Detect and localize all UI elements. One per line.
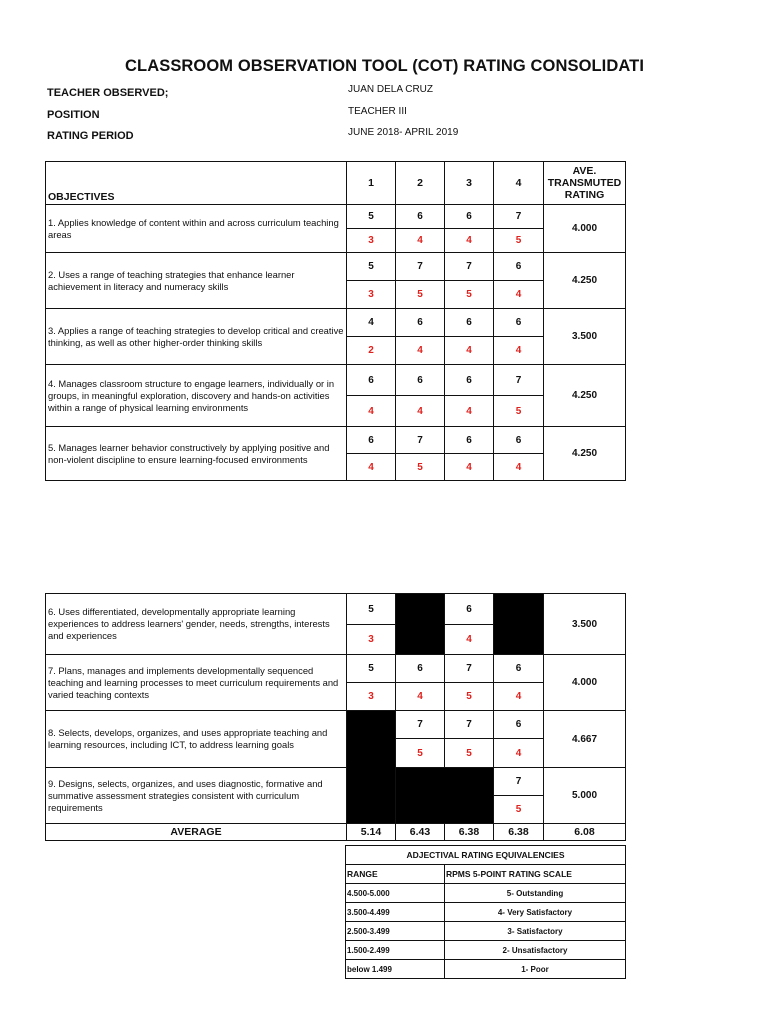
equivalency-row <box>346 884 626 903</box>
average-cell: 6.38 <box>445 824 494 841</box>
table-row <box>46 205 626 229</box>
transmuted-cell: 5 <box>445 739 494 768</box>
range-cell: below 1.499 <box>346 960 445 979</box>
score-cell: 6 <box>445 365 494 396</box>
cot-table-bottom <box>45 593 626 841</box>
transmuted-cell: 3 <box>347 683 396 711</box>
score-cell: 6 <box>494 309 544 337</box>
score-cell: 7 <box>494 205 544 229</box>
ave-rating-cell: 4.667 <box>544 711 626 768</box>
table-row <box>46 365 626 396</box>
transmuted-cell: 5 <box>396 281 445 309</box>
transmuted-cell: 4 <box>396 337 445 365</box>
score-cell: 6 <box>494 253 544 281</box>
transmuted-cell: 4 <box>445 337 494 365</box>
average-label: AVERAGE <box>46 824 347 841</box>
transmuted-cell: 3 <box>347 229 396 253</box>
objective-text: 5. Manages learner behavior constructively by applying positive and non-violent discipline to ensure learning-focused environments <box>46 427 347 481</box>
ave-rating-cell: 4.000 <box>544 655 626 711</box>
score-cell: 5 <box>347 205 396 229</box>
table-row <box>46 309 626 337</box>
scale-cell: 3- Satisfactory <box>445 922 626 941</box>
table-row <box>46 253 626 281</box>
score-cell: 6 <box>396 655 445 683</box>
objective-text: 9. Designs, selects, organizes, and uses diagnostic, formative and summative assessment strategies consistent with curriculum requirements <box>46 768 347 824</box>
score-cell: 6 <box>396 365 445 396</box>
ave-rating-cell: 4.250 <box>544 427 626 481</box>
score-cell: 4 <box>347 309 396 337</box>
objective-text: 7. Plans, manages and implements developmentally sequenced teaching and learning processes to meet curriculum requirements and varied teaching contexts <box>46 655 347 711</box>
range-header: RANGE <box>346 865 445 884</box>
objective-text: 2. Uses a range of teaching strategies that enhance learner achievement in literacy and numeracy skills <box>46 253 347 309</box>
scale-cell: 5- Outstanding <box>445 884 626 903</box>
equivalency-row <box>346 941 626 960</box>
scale-cell: 1- Poor <box>445 960 626 979</box>
scale-cell: 2- Unsatisfactory <box>445 941 626 960</box>
average-row <box>46 824 626 841</box>
transmuted-cell: 5 <box>494 796 544 824</box>
ave-rating-cell: 4.000 <box>544 205 626 253</box>
average-cell: 6.43 <box>396 824 445 841</box>
ave-rating-cell: 3.500 <box>544 309 626 365</box>
score-cell: 6 <box>445 427 494 454</box>
score-cell: 6 <box>347 427 396 454</box>
score-cell: 6 <box>445 594 494 625</box>
score-cell: 6 <box>494 427 544 454</box>
table-row <box>46 655 626 683</box>
equivalency-row <box>346 903 626 922</box>
scale-cell: 4- Very Satisfactory <box>445 903 626 922</box>
score-cell: 7 <box>445 253 494 281</box>
transmuted-cell: 4 <box>494 683 544 711</box>
transmuted-cell: 4 <box>445 396 494 427</box>
score-cell: 5 <box>347 594 396 625</box>
objective-text: 3. Applies a range of teaching strategies to develop critical and creative thinking, as well as other higher-order thinking skills <box>46 309 347 365</box>
page-title: CLASSROOM OBSERVATION TOOL (COT) RATING CONSOLIDATI <box>125 57 645 75</box>
table-row <box>46 768 626 796</box>
table-row <box>46 711 626 739</box>
overall-average-cell: 6.08 <box>544 824 626 841</box>
transmuted-cell: 4 <box>396 396 445 427</box>
score-cell: 6 <box>445 205 494 229</box>
transmuted-cell: 5 <box>494 396 544 427</box>
observation-4-header: 4 <box>494 162 544 205</box>
score-cell: 7 <box>445 711 494 739</box>
transmuted-cell: 4 <box>445 625 494 655</box>
transmuted-cell: 5 <box>396 739 445 768</box>
score-cell: 7 <box>396 427 445 454</box>
equivalency-header-row <box>346 865 626 884</box>
score-cell: 7 <box>494 768 544 796</box>
teacher-observed-label: TEACHER OBSERVED; <box>47 87 169 99</box>
ave-rating-cell: 3.500 <box>544 594 626 655</box>
transmuted-cell: 4 <box>494 739 544 768</box>
score-cell: 6 <box>396 205 445 229</box>
range-cell: 2.500-3.499 <box>346 922 445 941</box>
transmuted-cell: 4 <box>494 454 544 481</box>
observation-3-header: 3 <box>445 162 494 205</box>
equivalency-title: ADJECTIVAL RATING EQUIVALENCIES <box>346 846 626 865</box>
ave-rating-cell: 5.000 <box>544 768 626 824</box>
range-cell: 4.500-5.000 <box>346 884 445 903</box>
transmuted-cell: 5 <box>445 281 494 309</box>
average-cell: 6.38 <box>494 824 544 841</box>
transmuted-cell: 4 <box>494 337 544 365</box>
score-cell: 6 <box>494 655 544 683</box>
transmuted-cell: 4 <box>494 281 544 309</box>
objective-text: 1. Applies knowledge of content within and across curriculum teaching areas <box>46 205 347 253</box>
rating-period-label: RATING PERIOD <box>47 130 134 142</box>
transmuted-cell: 5 <box>494 229 544 253</box>
transmuted-cell: 3 <box>347 625 396 655</box>
rating-period-value: JUNE 2018- APRIL 2019 <box>348 127 459 138</box>
observation-2-header: 2 <box>396 162 445 205</box>
equivalency-row <box>346 922 626 941</box>
range-cell: 1.500-2.499 <box>346 941 445 960</box>
equivalency-row <box>346 960 626 979</box>
transmuted-cell: 3 <box>347 281 396 309</box>
objective-text: 8. Selects, develops, organizes, and uses appropriate teaching and learning resources, including ICT, to address learning goals <box>46 711 347 768</box>
score-cell: 6 <box>347 365 396 396</box>
table-row <box>46 427 626 454</box>
position-value: TEACHER III <box>348 106 407 117</box>
score-cell: 6 <box>494 711 544 739</box>
score-cell: 7 <box>396 253 445 281</box>
blackout-cell <box>347 711 396 824</box>
score-cell: 7 <box>396 711 445 739</box>
score-cell: 7 <box>494 365 544 396</box>
adjectival-rating-table <box>345 845 626 979</box>
ave-transmuted-header: AVE. TRANSMUTED RATING <box>544 162 626 205</box>
blackout-cell <box>396 768 494 824</box>
objectives-header: OBJECTIVES <box>46 162 347 205</box>
cot-table-top <box>45 161 626 481</box>
equivalency-title-row <box>346 846 626 865</box>
transmuted-cell: 5 <box>396 454 445 481</box>
scale-header: RPMS 5-POINT RATING SCALE <box>445 865 626 884</box>
score-cell: 6 <box>396 309 445 337</box>
table-header-row <box>46 162 626 205</box>
blackout-cell <box>396 594 445 655</box>
ave-rating-cell: 4.250 <box>544 253 626 309</box>
transmuted-cell: 4 <box>396 683 445 711</box>
ave-rating-cell: 4.250 <box>544 365 626 427</box>
position-label: POSITION <box>47 109 100 121</box>
transmuted-cell: 4 <box>347 396 396 427</box>
observation-1-header: 1 <box>347 162 396 205</box>
transmuted-cell: 4 <box>445 229 494 253</box>
range-cell: 3.500-4.499 <box>346 903 445 922</box>
transmuted-cell: 5 <box>445 683 494 711</box>
blackout-cell <box>494 594 544 655</box>
transmuted-cell: 2 <box>347 337 396 365</box>
transmuted-cell: 4 <box>445 454 494 481</box>
score-cell: 5 <box>347 253 396 281</box>
transmuted-cell: 4 <box>396 229 445 253</box>
score-cell: 5 <box>347 655 396 683</box>
teacher-observed-value: JUAN DELA CRUZ <box>348 84 434 95</box>
table-row <box>46 594 626 625</box>
transmuted-cell: 4 <box>347 454 396 481</box>
average-cell: 5.14 <box>347 824 396 841</box>
objective-text: 4. Manages classroom structure to engage learners, individually or in groups, in meaningful exploration, discovery and hands-on activities within a range of physical learning environments <box>46 365 347 427</box>
score-cell: 7 <box>445 655 494 683</box>
objective-text: 6. Uses differentiated, developmentally appropriate learning experiences to address learners' gender, needs, strengths, interests and experiences <box>46 594 347 655</box>
score-cell: 6 <box>445 309 494 337</box>
